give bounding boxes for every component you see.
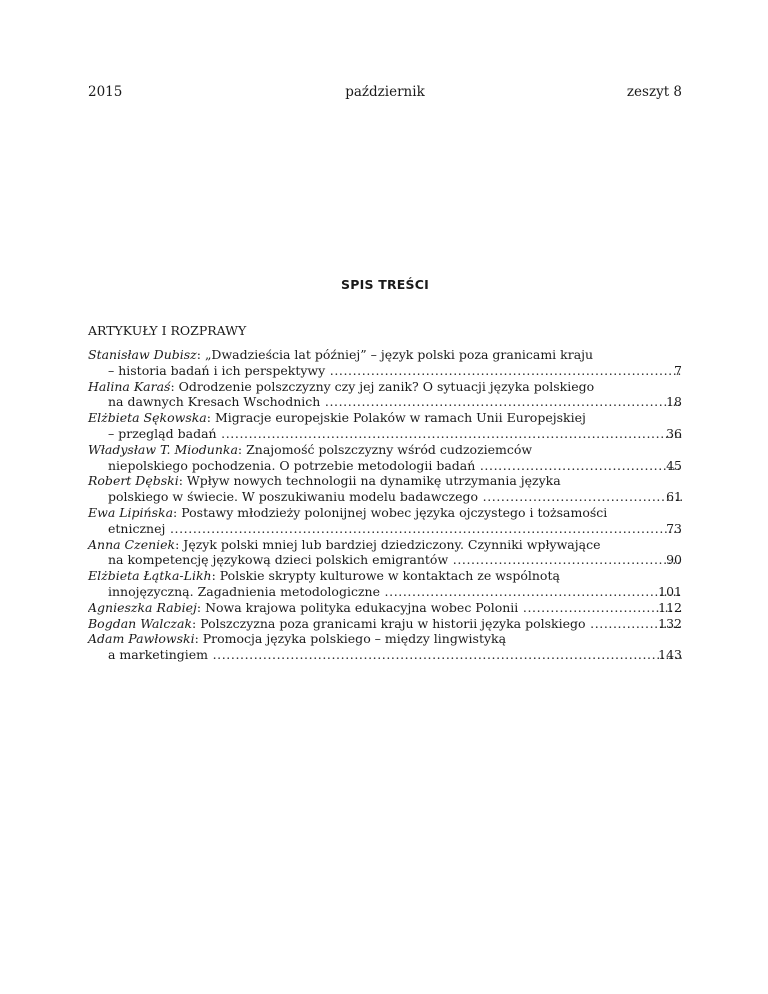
entry-author: Elżbieta Łątka-Likh [88, 568, 212, 584]
entry-continuation [88, 647, 682, 663]
toc-entry[interactable] [88, 600, 682, 616]
entry-author: Stanisław Dubisz [88, 347, 197, 362]
toc-entry[interactable] [88, 568, 682, 600]
entry-title-line [88, 505, 682, 521]
entry-title-continuation: na kompetencję językową dzieci polskich emigrantów [108, 552, 449, 568]
entry-author: Halina Karaś [88, 378, 171, 394]
page-title: SPIS TREŚCI [341, 277, 429, 292]
entry-page-number: 7 [674, 362, 682, 378]
entry-title-line [88, 568, 682, 584]
entry-title-line [88, 347, 682, 363]
entry-title: : Odrodzenie polszczyzny czy jej zanik? O sytuacji języka polskiego [170, 378, 595, 394]
entry-title: : „Dwadzieścia lat później” – język polski poza granicami kraju [196, 347, 594, 362]
toc-entry[interactable] [88, 537, 682, 569]
entry-title-line [88, 537, 682, 553]
entry-title: : Polskie skrypty kulturowe w kontaktach ze wspólnotą [211, 568, 560, 584]
entry-continuation [88, 521, 682, 537]
entry-title: : Migracje europejskie Polaków w ramach Unii Europejskiej [206, 410, 586, 426]
entry-continuation [88, 552, 682, 568]
entry-title: : Polszczyzna poza granicami kraju w historii języka polskiego [192, 615, 586, 631]
entry-title-continuation: a marketingiem [108, 647, 208, 663]
entry-title-line [88, 600, 682, 616]
toc-entry[interactable] [88, 616, 682, 632]
entry-title: : Nowa krajowa polityka edukacyjna wobec Polonii [196, 599, 519, 615]
toc-entry[interactable] [88, 505, 682, 537]
header-month: październik [345, 84, 425, 100]
entry-author: Ewa Lipińska [88, 504, 174, 520]
running-header [88, 84, 682, 104]
entry-page-number: 45 [666, 457, 682, 473]
entry-page-number: 36 [666, 425, 682, 441]
entry-continuation [88, 458, 682, 474]
entry-continuation [88, 489, 682, 505]
entry-title-continuation: polskiego w świecie. W poszukiwaniu modelu badawczego [108, 489, 479, 505]
header-year: 2015 [88, 84, 123, 100]
entry-author: Władysław T. Miodunka [88, 441, 238, 457]
entry-author: Elżbieta Sękowska [88, 410, 207, 426]
toc-entry[interactable] [88, 631, 682, 663]
entry-title-line [88, 379, 682, 395]
entry-title-line [88, 473, 682, 489]
entry-continuation [88, 426, 682, 442]
entry-page-number: 112 [658, 599, 682, 615]
entry-title-continuation: – przegląd badań [108, 425, 217, 441]
entry-author: Bogdan Walczak [88, 615, 193, 631]
entry-title-continuation: na dawnych Kresach Wschodnich [108, 394, 321, 410]
entry-title: : Postawy młodzieży polonijnej wobec języka ojczystego i tożsamości [173, 504, 608, 520]
entry-title: : Promocja języka polskiego – między lingwistyką [194, 631, 507, 647]
section-heading: ARTYKUŁY I ROZPRAWY [88, 323, 247, 338]
entry-title-line [88, 442, 682, 458]
entry-page-number: 101 [658, 583, 682, 599]
entry-page-number: 18 [666, 394, 682, 410]
entry-author: Robert Dębski [88, 473, 179, 489]
entry-page-number: 61 [666, 489, 682, 505]
toc-entry[interactable] [88, 379, 682, 411]
entry-title-continuation: – historia badań i ich perspektywy [108, 362, 326, 378]
entry-page-number: 73 [666, 520, 682, 536]
entry-title: : Język polski mniej lub bardziej dziedziczony. Czynniki wpływające [175, 536, 601, 552]
entry-title: : Znajomość polszczyzny wśród cudzoziemców [237, 441, 533, 457]
entry-continuation [88, 363, 682, 379]
entry-author: Agnieszka Rabiej [88, 599, 197, 615]
entry-title-line [88, 631, 682, 647]
entry-continuation [88, 394, 682, 410]
toc-entry[interactable] [88, 347, 682, 379]
entry-title-continuation: etnicznej [108, 520, 166, 536]
entry-author: Anna Czeniek [88, 536, 176, 552]
entry-title-line [88, 410, 682, 426]
entry-page-number: 90 [666, 552, 682, 568]
header-issue: zeszyt 8 [626, 84, 682, 100]
toc-entry[interactable] [88, 410, 682, 442]
entry-title: : Wpływ nowych technologii na dynamikę utrzymania języka [178, 473, 561, 489]
table-of-contents [88, 347, 682, 663]
toc-entry[interactable] [88, 442, 682, 474]
entry-title-line [88, 616, 682, 632]
toc-entry[interactable] [88, 473, 682, 505]
entry-title-continuation: niepolskiego pochodzenia. O potrzebie metodologii badań [108, 457, 476, 473]
entry-page-number: 132 [658, 615, 682, 631]
entry-page-number: 143 [658, 647, 682, 663]
entry-title-continuation: innojęzyczną. Zagadnienia metodologiczne [108, 583, 380, 599]
entry-continuation [88, 584, 682, 600]
entry-author: Adam Pawłowski [88, 631, 195, 647]
